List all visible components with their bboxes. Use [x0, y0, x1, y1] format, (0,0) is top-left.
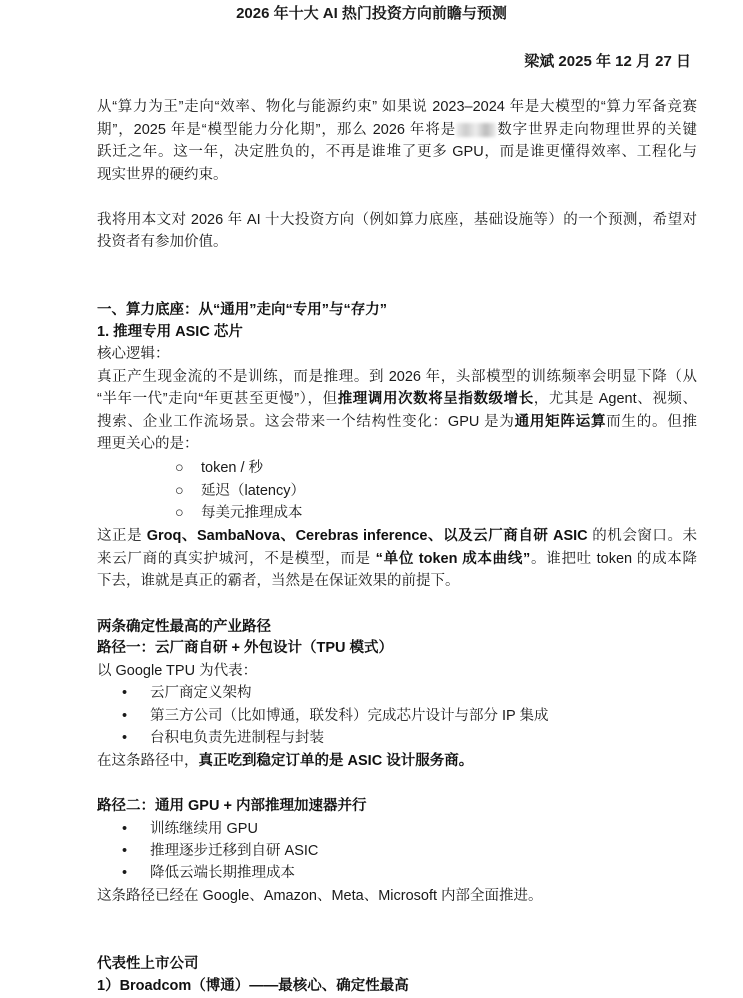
list-item-text: 延迟（latency） [201, 483, 305, 499]
path2-title: 路径二：通用 GPU + 内部推理加速器并行 [97, 798, 367, 814]
text-span: 搜索、企业工作流场景。这会带来一个结构性变化：GPU 是为 [97, 414, 515, 430]
list-item-text: 云厂商定义架构 [150, 685, 252, 701]
company-item: 1）Broadcom（博通）——最核心、确定性最高 [97, 978, 409, 994]
list-item [122, 840, 722, 862]
text-line: 投资者有参加价值。 [97, 234, 228, 250]
text-span: “半年一代”走向“年更甚至更慢”），但 [97, 391, 338, 407]
list-item-text: 推理逐步迁移到自研 ASIC [150, 843, 319, 859]
bold-span: 通用矩阵运算 [514, 414, 607, 430]
text-span: 在这条路径中， [97, 753, 199, 769]
text-line: 真正产生现金流的不是训练，而是推理。到 2026 年，头部模型的训练频率会明显下降（从 [97, 369, 697, 385]
text-line [97, 119, 697, 141]
text-span: 来云厂商的真实护城河，不是模型，而是 [97, 551, 376, 567]
bullet-icon: • [122, 730, 128, 746]
list-item [122, 818, 722, 840]
text-line: 跃迁之年。这一年，决定胜负的，不再是谁堆了更多 GPU，而是谁更懂得效率、工程化与 [97, 144, 697, 160]
text-span: 期”，2025 年是“模型能力分化期”，那么 2026 年将是 [97, 122, 457, 138]
circle-bullet-icon: ○ [175, 483, 184, 499]
list-item [122, 727, 722, 749]
list-item [122, 862, 722, 884]
bullet-icon: • [122, 865, 128, 881]
section-heading: 一、算力底座：从“通用”走向“专用”与“存力” [97, 302, 387, 318]
list-item [175, 502, 743, 524]
bullet-icon: • [122, 821, 128, 837]
bold-span: Groq、SambaNova、Cerebras inference、以及云厂商自研 ASIC [146, 528, 588, 544]
text-line: 理更关心的是： [97, 436, 199, 452]
list-item-text: 降低云端长期推理成本 [150, 865, 295, 881]
text-line: 这条路径已经在 Google、Amazon、Meta、Microsoft 内部全面推进。 [97, 888, 543, 904]
document-title: 2026 年十大 AI 热门投资方向前瞻与预测 [236, 5, 507, 22]
text-span: 。谁把吐 token 的成本降 [530, 551, 697, 567]
text-line: 我将用本文对 2026 年 AI 十大投资方向（例如算力底座，基础设施等）的一个预测，希望对 [97, 212, 697, 228]
list-item-text: 训练继续用 GPU [150, 821, 258, 837]
text-span: 的机会窗口。未 [587, 528, 698, 544]
bold-span: 推理调用次数将呈指数级增长 [337, 391, 534, 407]
path1-intro: 以 Google TPU 为代表： [97, 663, 258, 679]
list-item [175, 480, 743, 502]
text-line: 下去，谁就是真正的霸者，当然是在保证效果的前提下。 [97, 573, 460, 589]
text-line [97, 548, 697, 570]
text-span: ，尤其是 Agent、视频、 [533, 391, 697, 407]
paths-heading: 两条确定性最高的产业路径 [97, 619, 271, 635]
text-span: 而生的。但推 [606, 414, 698, 430]
bullet-icon: • [122, 843, 128, 859]
list-item [175, 457, 743, 479]
bold-span: 真正吃到稳定订单的是 ASIC 设计服务商。 [198, 753, 474, 769]
path1-title: 路径一：云厂商自研 + 外包设计（TPU 模式） [97, 640, 394, 656]
list-item [122, 682, 722, 704]
list-item-text: 第三方公司（比如博通，联发科）完成芯片设计与部分 IP 集成 [150, 708, 549, 724]
text-line [97, 525, 697, 547]
list-item-text: 每美元推理成本 [201, 505, 303, 521]
companies-heading: 代表性上市公司 [97, 956, 199, 972]
bullet-icon: • [122, 685, 128, 701]
list-item-text: token / 秒 [201, 460, 264, 476]
text-line [97, 388, 697, 410]
circle-bullet-icon: ○ [175, 505, 184, 521]
list-item [122, 705, 722, 727]
text-line: 现实世界的硬约束。 [97, 167, 228, 183]
bold-span: “单位 token 成本曲线” [375, 551, 531, 567]
subsection-heading: 1. 推理专用 ASIC 芯片 [97, 324, 243, 340]
redacted-blur [456, 123, 496, 137]
text-line: 从“算力为王”走向“效率、物化与能源约束” 如果说 2023–2024 年是大模型的“算力军备竞赛 [97, 99, 697, 115]
circle-bullet-icon: ○ [175, 460, 184, 476]
text-line [97, 750, 697, 772]
core-logic-label: 核心逻辑： [97, 346, 170, 362]
bullet-icon: • [122, 708, 128, 724]
text-span: 这正是 [97, 528, 147, 544]
list-item-text: 台积电负责先进制程与封装 [150, 730, 324, 746]
author-date: 梁斌 2025 年 12 月 27 日 [524, 53, 691, 70]
text-line [97, 411, 697, 433]
text-span: 数字世界走向物理世界的关键 [496, 122, 697, 138]
